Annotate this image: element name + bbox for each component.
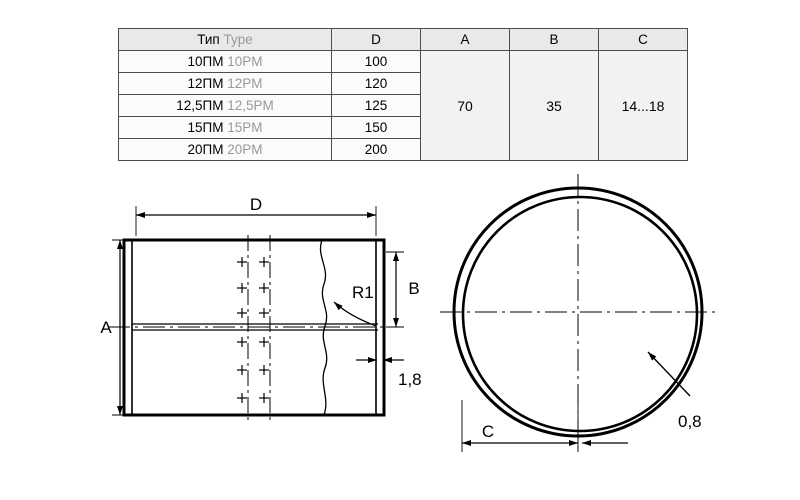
cell-type-en: 15PM: [227, 120, 263, 135]
cell-type-ru: 12ПМ: [187, 76, 224, 91]
cell-type-ru: 15ПМ: [187, 120, 224, 135]
front-view-drawing: [440, 174, 716, 452]
label-wall-1-8: 1,8: [398, 370, 422, 389]
column-header-type-en: Type: [223, 32, 253, 47]
cell-type-en: 20PM: [227, 142, 263, 157]
cell-type-en: 12,5PM: [227, 98, 274, 113]
column-header-type-ru: Тип: [197, 32, 220, 47]
cell-b-merged: 35: [510, 51, 599, 161]
label-a: A: [100, 318, 112, 337]
label-c: C: [481, 422, 495, 441]
cell-d: 200: [332, 139, 421, 161]
column-header-d: D: [332, 29, 421, 51]
cell-type-ru: 12,5ПМ: [176, 98, 224, 113]
column-header-c: C: [599, 29, 688, 51]
column-header-b: B: [510, 29, 599, 51]
label-r1: R1: [352, 283, 374, 302]
label-d: D: [249, 195, 263, 214]
label-b: B: [408, 279, 420, 298]
cell-type-en: 10PM: [227, 54, 263, 69]
cell-type-ru: 10ПМ: [187, 54, 224, 69]
cell-d: 100: [332, 51, 421, 73]
cell-type-en: 12PM: [227, 76, 263, 91]
cell-c-merged: 14...18: [599, 51, 688, 161]
side-view-drawing: [100, 195, 421, 420]
label-wall-0-8: 0,8: [678, 412, 702, 431]
cell-d: 125: [332, 95, 421, 117]
cell-type-ru: 20ПМ: [187, 142, 224, 157]
column-header-a: A: [421, 29, 510, 51]
cell-d: 150: [332, 117, 421, 139]
cell-d: 120: [332, 73, 421, 95]
cell-a-merged: 70: [421, 51, 510, 161]
